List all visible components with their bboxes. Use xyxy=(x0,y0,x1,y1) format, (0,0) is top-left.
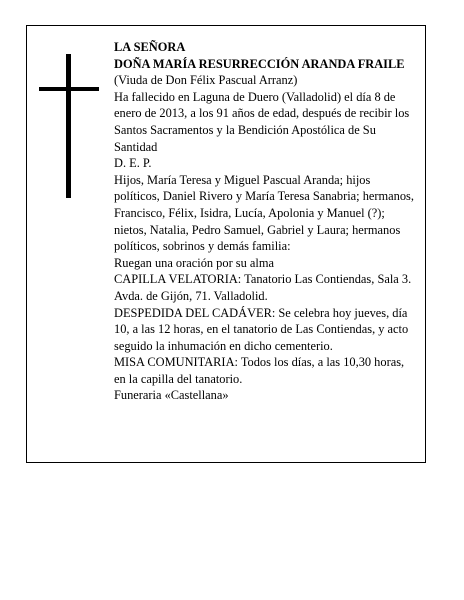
obituary-notice xyxy=(26,25,426,463)
cross-icon xyxy=(39,54,99,198)
notice-title: LA SEÑORA xyxy=(114,40,186,54)
chapel-info: CAPILLA VELATORIA: Tanatorio Las Contiendas, Sala 3. Avda. de Gijón, 71. Valladolid. xyxy=(114,272,412,303)
widow-line: (Viuda de Don Félix Pascual Arranz) xyxy=(114,73,298,88)
funeral-home: Funeraria «Castellana» xyxy=(114,388,229,403)
family-list: Hijos, María Teresa y Miguel Pascual Aranda; hijos políticos, Daniel Rivero y María Teresa Sanabria; hermanos, Francisco, Félix, Isidra, Lucía, Apolonia y Manuel (?); nietos, Natalia, Pedro Samuel, Gabriel y Laura; hermanos políticos, sobrinos y demás familia: xyxy=(114,172,414,254)
prayer-request: Ruegan una oración por su alma xyxy=(114,255,274,270)
farewell-info: DESPEDIDA DEL CADÁVER: Se celebra hoy jueves, día 10, a las 12 horas, en el tanatorio de Las Contiendas, y acto seguido la inhumación en dicho cementerio. xyxy=(114,305,409,353)
cross-horizontal-bar xyxy=(39,87,99,91)
deceased-name: DOÑA MARÍA RESURRECCIÓN ARANDA FRAILE xyxy=(114,56,405,71)
death-announcement: Ha fallecido en Laguna de Duero (Valladolid) el día 8 de enero de 2013, a los 91 años de edad, después de recibir los Santos Sacramentos y la Bendición Apostólica de Su Santidad xyxy=(114,89,410,154)
notice-text xyxy=(114,39,414,404)
cross-vertical-bar xyxy=(66,54,71,198)
community-mass-info: MISA COMUNITARIA: Todos los días, a las 10,30 horas, en la capilla del tanatorio. xyxy=(114,355,405,386)
rest-in-peace: D. E. P. xyxy=(114,156,152,171)
